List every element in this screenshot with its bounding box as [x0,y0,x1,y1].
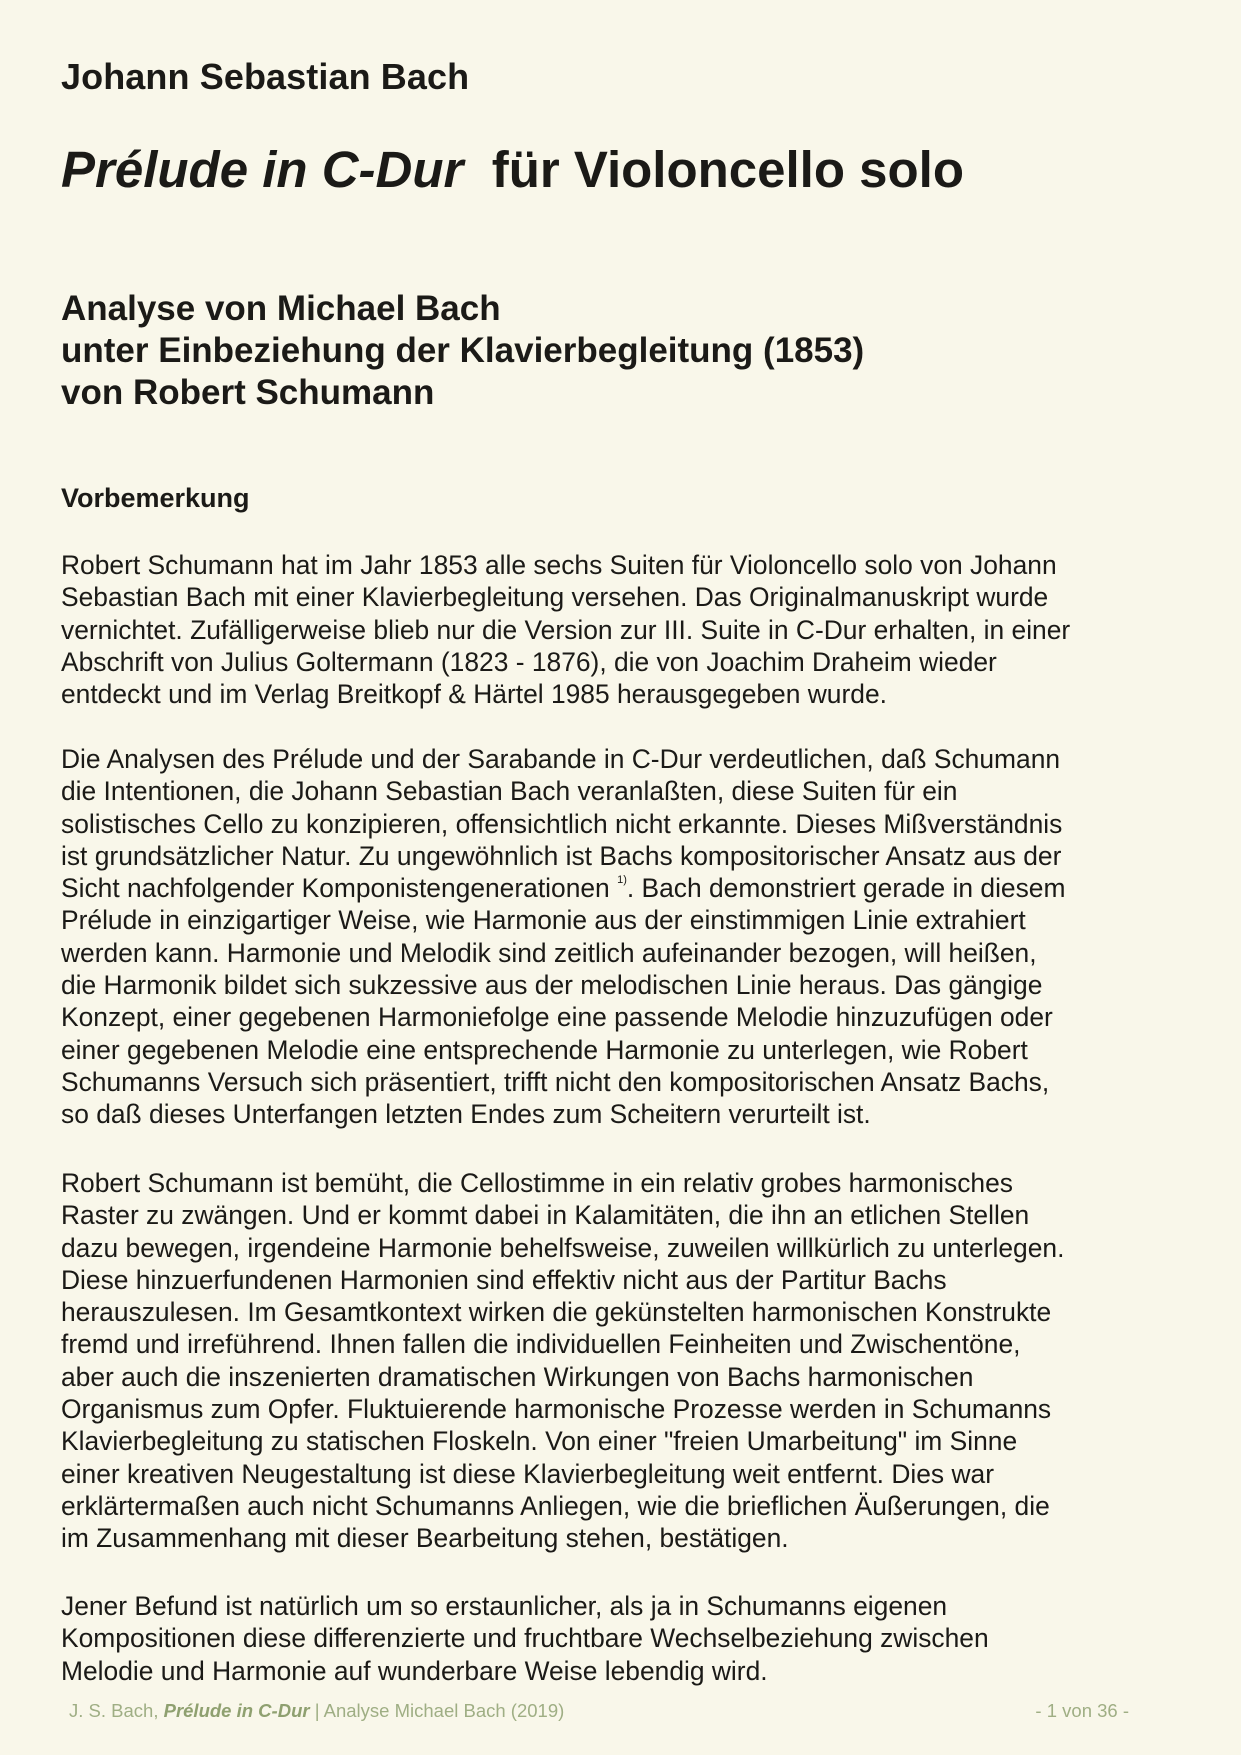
text-line: entdeckt und im Verlag Breitkopf & Härtel 1985 herausgegeben wurde. [61,679,887,710]
text-line: ist grundsätzlicher Natur. Zu ungewöhnlich ist Bachs kompositorischer Ansatz aus der [61,840,1062,871]
composer-name: Johann Sebastian Bach [61,56,470,97]
text-line: Konzept, einer gegebenen Harmoniefolge eine passende Melodie hinzuzufügen oder [61,1002,1053,1033]
text-line: Die Analysen des Prélude und der Sarabande in C-Dur verdeutlichen, daß Schumann [61,744,1061,774]
paragraph-2 [61,743,1065,1131]
text-line: Melodie und Harmonie auf wunderbare Weise lebendig wird. [61,1655,768,1686]
text-line: Klavierbegleitung zu statischen Floskeln. Von einer "freien Umarbeitung" im Sinne [61,1426,1018,1457]
text-segment: Sicht nachfolgender Komponistengenerationen [61,873,610,904]
text-line: einer kreativen Neugestaltung ist diese Klavierbegleitung weit entfernt. Dies war [61,1458,994,1489]
work-title [61,140,964,199]
paragraph-4 [61,1590,989,1687]
text-segment: . Bach demonstriert gerade in diesem [626,873,1066,904]
text-line: vernichtet. Zufälligerweise blieb nur die Version zur III. Suite in C-Dur erhalten, in einer [61,614,1071,645]
text-line: so daß dieses Unterfangen letzten Endes zum Scheitern verurteilt ist. [61,1099,871,1130]
subtitle-line: Analyse von Michael Bach [61,289,501,328]
text-line: im Zusammenhang mit dieser Bearbeitung stehen, bestätigen. [61,1523,789,1554]
page-footer [69,1700,1129,1722]
text-line: Organismus zum Opfer. Fluktuierende harmonische Prozesse werden in Schumanns [61,1394,1052,1425]
text-line: Robert Schumann ist bemüht, die Cellostimme in ein relativ grobes harmonisches [61,1168,1013,1198]
subtitle-line: von Robert Schumann [61,373,435,412]
text-line: herauszulesen. Im Gesamtkontext wirken die gekünstelten harmonischen Konstrukte [61,1297,1052,1328]
work-title-key: Prélude in C-Dur [61,141,464,198]
text-line: erklärtermaßen auch nicht Schumanns Anliegen, wie die brieflichen Äußerungen, die [61,1490,1050,1521]
text-line: Sebastian Bach mit einer Klavierbegleitung versehen. Das Originalmanuskript wurde [61,582,1049,613]
footnote-reference[interactable]: 1) [617,874,627,887]
text-line: solistisches Cello zu konzipieren, offensichtlich nicht erkannte. Dieses Mißverständnis [61,808,1063,839]
text-line-with-footnote [61,872,1065,904]
page-number: - 1 von 36 - [1035,1700,1129,1721]
text-line: Abschrift von Julius Goltermann (1823 - 1876), die von Joachim Draheim wieder [61,646,997,677]
text-line: Schumanns Versuch sich präsentiert, trifft nicht den kompositorischen Ansatz Bachs, [61,1066,1050,1097]
paragraph-3 [61,1167,1064,1555]
text-line: einer gegebenen Melodie eine entsprechende Harmonie zu unterlegen, wie Robert [61,1034,1028,1065]
footer-prefix: J. S. Bach, [69,1700,159,1721]
text-line: Kompositionen diese differenzierte und fruchtbare Wechselbeziehung zwischen [61,1623,989,1654]
footer-work-title: Prélude in C-Dur [163,1700,310,1721]
analysis-subtitle [61,288,864,414]
text-line: werden kann. Harmonie und Melodik sind zeitlich aufeinander bezogen, will heißen, [61,937,1037,968]
section-heading: Vorbemerkung [61,483,250,513]
work-title-instrument: für Violoncello solo [491,141,964,198]
subtitle-line: unter Einbeziehung der Klavierbegleitung (1853) [61,331,865,370]
text-line: Diese hinzuerfundenen Harmonien sind effektiv nicht aus der Partitur Bachs [61,1264,947,1295]
text-line: Jener Befund ist natürlich um so erstaunlicher, als ja in Schumanns eigenen [61,1591,948,1621]
paragraph-1 [61,549,1070,710]
text-line: Raster zu zwängen. Und er kommt dabei in Kalamitäten, die ihn an etlichen Stellen [61,1200,1030,1231]
text-line: die Harmonik bildet sich sukzessive aus der melodischen Linie heraus. Das gängige [61,970,1043,1001]
text-line: Robert Schumann hat im Jahr 1853 alle sechs Suiten für Violoncello solo von Johann [61,550,1057,580]
text-line: Prélude in einzigartiger Weise, wie Harmonie aus der einstimmigen Linie extrahiert [61,905,1026,936]
text-line: die Intentionen, die Johann Sebastian Bach veranlaßten, diese Suiten für ein [61,776,958,807]
text-line: aber auch die inszenierten dramatischen Wirkungen von Bachs harmonischen [61,1361,974,1392]
text-line: dazu bewegen, irgendeine Harmonie behelfsweise, zuweilen willkürlich zu unterlegen. [61,1232,1065,1263]
text-line: fremd und irreführend. Ihnen fallen die individuellen Feinheiten und Zwischentöne, [61,1329,1021,1360]
footer-suffix: | Analyse Michael Bach (2019) [309,1700,565,1721]
